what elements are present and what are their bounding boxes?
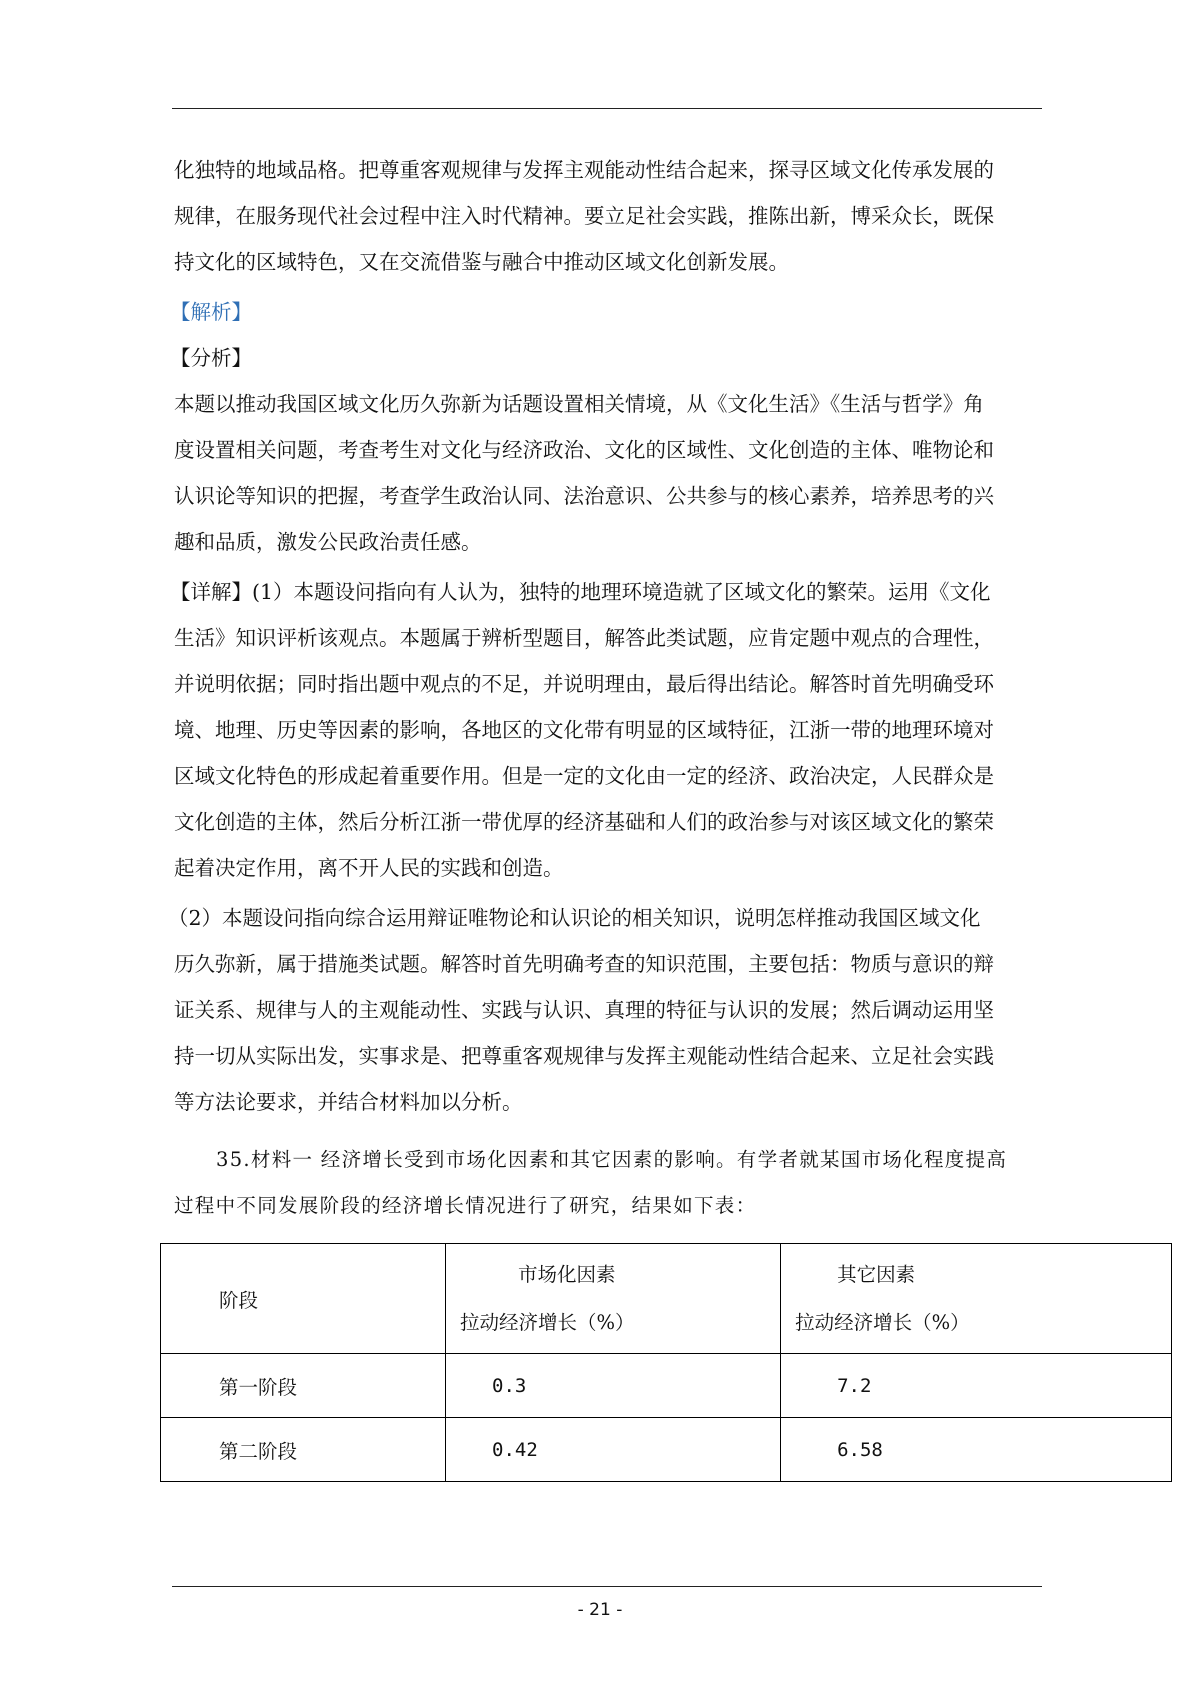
xiangjie-line: 并说明依据；同时指出题中观点的不足，并说明理由，最后得出结论。解答时首先明确受环 <box>174 672 994 696</box>
row-stage: 第二阶段 <box>161 1418 446 1482</box>
paragraph-line: 规律，在服务现代社会过程中注入时代精神。要立足社会实践，推陈出新，博采众长，既保 <box>174 204 994 228</box>
row-other-value: 7.2 <box>781 1354 1172 1418</box>
xiangjie-line: 境、地理、历史等因素的影响，各地区的文化带有明显的区域特征，江浙一带的地理环境对 <box>174 718 994 742</box>
header-other-line2: 拉动经济增长（%） <box>795 1310 970 1334</box>
header-market-line2: 拉动经济增长（%） <box>460 1310 635 1334</box>
part2-line: 历久弥新，属于措施类试题。解答时首先明确考查的知识范围，主要包括：物质与意识的辩 <box>174 952 994 976</box>
xiangjie-line: 起着决定作用，离不开人民的实践和创造。 <box>174 856 564 880</box>
xiangjie-line: 文化创造的主体，然后分析江浙一带优厚的经济基础和人们的政治参与对该区域文化的繁荣 <box>174 810 994 834</box>
fenxi-line: 认识论等知识的把握，考查学生政治认同、法治意识、公共参与的核心素养，培养思考的兴 <box>174 484 994 508</box>
footer-rule <box>172 1586 1042 1587</box>
header-other-line1: 其它因素 <box>837 1262 916 1286</box>
table-header-row <box>161 1244 1172 1354</box>
row-market-value: 0.3 <box>446 1354 781 1418</box>
part2-line: 等方法论要求，并结合材料加以分析。 <box>174 1090 523 1114</box>
table-row <box>161 1418 1172 1482</box>
header-rule <box>172 108 1042 109</box>
data-table <box>160 1243 1172 1482</box>
fenxi-line: 本题以推动我国区域文化历久弥新为话题设置相关情境，从《文化生活》《生活与哲学》角 <box>174 392 984 416</box>
part2-line: （2）本题设问指向综合运用辩证唯物论和认识论的相关知识，说明怎样推动我国区域文化 <box>168 906 981 930</box>
header-other <box>781 1244 1172 1354</box>
question-35-line: 过程中不同发展阶段的经济增长情况进行了研究，结果如下表： <box>174 1194 757 1217</box>
paragraph-line: 持文化的区域特色，又在交流借鉴与融合中推动区域文化创新发展。 <box>174 250 789 274</box>
analysis-heading: 【解析】 <box>170 300 252 324</box>
row-other-value: 6.58 <box>781 1418 1172 1482</box>
header-stage: 阶段 <box>161 1244 446 1354</box>
fenxi-heading: 【分析】 <box>170 346 252 370</box>
fenxi-line: 度设置相关问题，考查考生对文化与经济政治、文化的区域性、文化创造的主体、唯物论和 <box>174 438 994 462</box>
header-market <box>446 1244 781 1354</box>
xiangjie-line: 区域文化特色的形成起着重要作用。但是一定的文化由一定的经济、政治决定，人民群众是 <box>174 764 994 788</box>
page-number: - 21 - <box>577 1600 623 1620</box>
part2-line: 证关系、规律与人的主观能动性、实践与认识、真理的特征与认识的发展；然后调动运用坚 <box>174 998 994 1022</box>
fenxi-line: 趣和品质，激发公民政治责任感。 <box>174 530 482 554</box>
paragraph-line: 化独特的地域品格。把尊重客观规律与发挥主观能动性结合起来，探寻区域文化传承发展的 <box>174 158 994 182</box>
row-stage: 第一阶段 <box>161 1354 446 1418</box>
question-35-line: 35.材料一 经济增长受到市场化因素和其它因素的影响。有学者就某国市场化程度提高 <box>216 1148 1008 1171</box>
xiangjie-line: 生活》知识评析该观点。本题属于辨析型题目，解答此类试题，应肯定题中观点的合理性， <box>174 626 994 650</box>
xiangjie-line: 【详解】(1）本题设问指向有人认为，独特的地理环境造就了区域文化的繁荣。运用《文化 <box>170 580 991 604</box>
row-market-value: 0.42 <box>446 1418 781 1482</box>
header-market-line1: 市场化因素 <box>518 1262 616 1286</box>
table-row <box>161 1354 1172 1418</box>
part2-line: 持一切从实际出发，实事求是、把尊重客观规律与发挥主观能动性结合起来、立足社会实践 <box>174 1044 994 1068</box>
